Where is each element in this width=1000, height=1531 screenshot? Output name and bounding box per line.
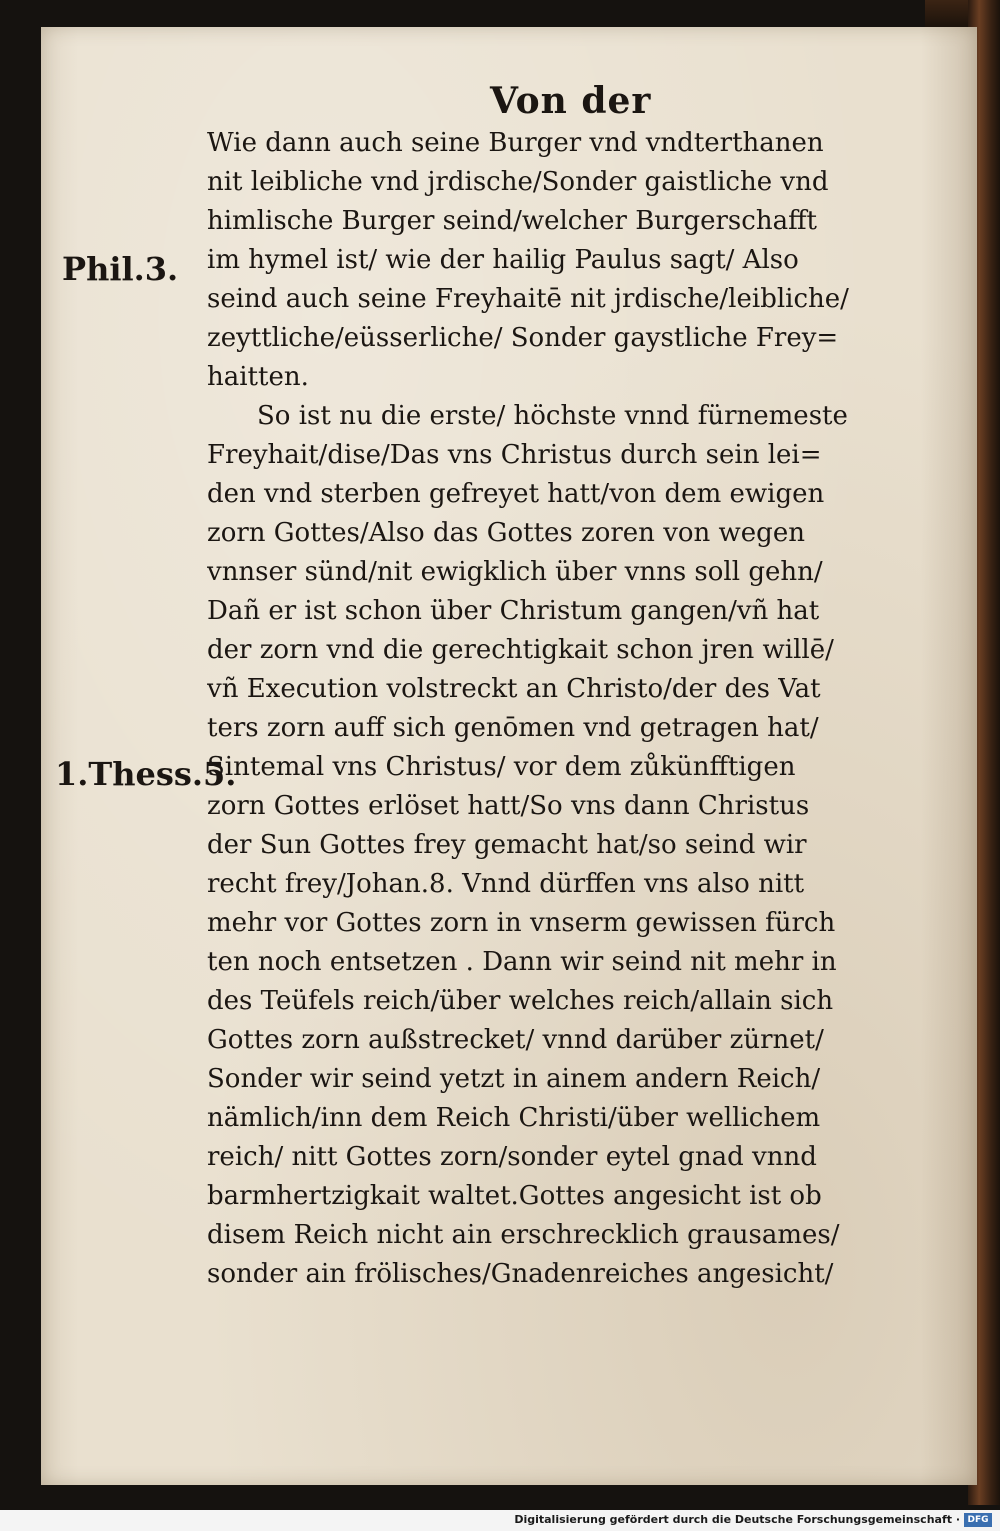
marginal-note-thess: 1.Thess.5. — [55, 755, 237, 793]
text-line: zorn Gottes erlöset hatt/So vns dann Christus — [207, 791, 810, 821]
text-line: reich/ nitt Gottes zorn/sonder eytel gnad vnnd — [207, 1142, 817, 1172]
text-line: seind auch seine Freyhaitē nit jrdische/leibliche/ — [207, 284, 849, 314]
paragraph-first-line: So ist nu die erste/ höchste vnnd fürnemeste — [257, 401, 848, 431]
text-line: vnnser sünd/nit ewigklich über vnns soll gehn/ — [207, 557, 823, 587]
text-line: himlische Burger seind/welcher Burgerschafft — [207, 206, 817, 236]
text-line: haitten. — [207, 362, 309, 392]
text-line: zorn Gottes/Also das Gottes zoren von wegen — [207, 518, 805, 548]
text-line: nit leibliche vnd jrdische/Sonder gaistliche vnd — [207, 167, 829, 197]
running-head: Von der — [490, 80, 652, 122]
text-line: disem Reich nicht ain erschrecklich grausames/ — [207, 1220, 840, 1250]
text-line: Freyhait/dise/Das vns Christus durch sein lei= — [207, 440, 822, 470]
text-line: mehr vor Gottes zorn in vnserm gewissen fürch — [207, 908, 836, 938]
text-line: sonder ain frölisches/Gnadenreiches angesicht/ — [207, 1259, 834, 1289]
text-line: barmhertzigkait waltet.Gottes angesicht ist ob — [207, 1181, 822, 1211]
text-line: nämlich/inn dem Reich Christi/über wellichem — [207, 1103, 821, 1133]
text-line: vñ Execution volstreckt an Christo/der des Vat — [207, 674, 821, 704]
digitization-footer — [0, 1510, 1000, 1531]
body-text-block — [207, 124, 937, 1294]
text-line: im hymel ist/ wie der hailig Paulus sagt/ Also — [207, 245, 799, 275]
text-line: des Teüfels reich/über welches reich/allain sich — [207, 986, 834, 1016]
text-line: ters zorn auff sich genōmen vnd getragen hat/ — [207, 713, 819, 743]
text-line: Sintemal vns Christus/ vor dem zůkünfftigen — [207, 752, 796, 782]
text-line: zeyttliche/eüsserliche/ Sonder gaystliche Frey= — [207, 323, 839, 353]
text-line: Dañ er ist schon über Christum gangen/vñ hat — [207, 596, 820, 626]
text-line: Sonder wir seind yetzt in ainem andern Reich/ — [207, 1064, 821, 1094]
dfg-logo: DFG — [964, 1513, 992, 1527]
text-line: Gottes zorn außstrecket/ vnnd darüber zürnet/ — [207, 1025, 824, 1055]
marginal-note-phil: Phil.3. — [62, 250, 179, 288]
text-line: der Sun Gottes frey gemacht hat/so seind wir — [207, 830, 807, 860]
text-line: der zorn vnd die gerechtigkait schon jren willē/ — [207, 635, 834, 665]
text-line: den vnd sterben gefreyet hatt/von dem ewigen — [207, 479, 825, 509]
funding-credit: Digitalisierung gefördert durch die Deutsche Forschungsgemeinschaft · — [514, 1513, 960, 1526]
text-line: Wie dann auch seine Burger vnd vndterthanen — [207, 128, 824, 158]
text-line: ten noch entsetzen . Dann wir seind nit mehr in — [207, 947, 837, 977]
text-line: recht frey/Johan.8. Vnnd dürffen vns also nitt — [207, 869, 805, 899]
